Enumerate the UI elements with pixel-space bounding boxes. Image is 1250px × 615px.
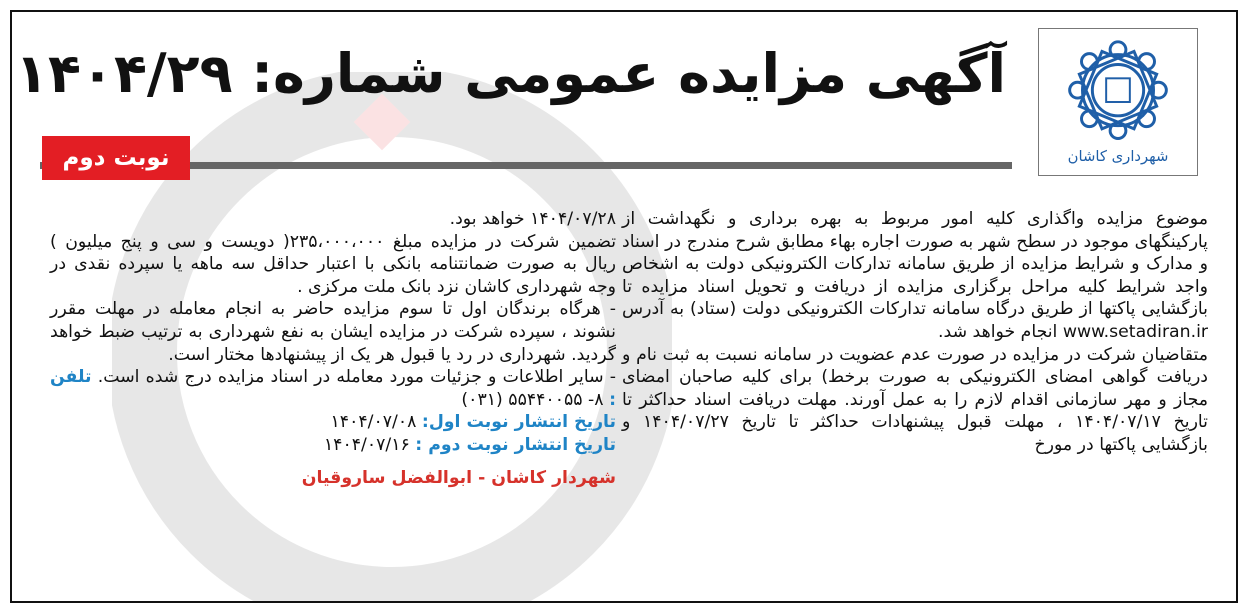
phone-label: تلفن : (50, 367, 616, 410)
right-paragraph-1 (622, 208, 1208, 344)
pub1-label: تاریخ انتشار نوبت اول: (421, 412, 616, 433)
logo-caption: شهرداری کاشان (1067, 148, 1169, 166)
right-column (622, 208, 1208, 457)
pub1-line (50, 411, 616, 434)
pub1-value: ۱۴۰۴/۰۷/۰۸ (330, 412, 417, 433)
signature-line (50, 467, 616, 490)
other-info-text: - سایر اطلاعات و جزئیات مورد معامله در اسناد مزایده درج شده است. (97, 367, 616, 388)
subject-text: موضوع مزایده واگذاری کلیه امور مربوط به بهره برداری و نگهداشت از پارکینگهای موجود در سطح شهر به صورت اجاره بهاء مطابق شرح مندرج در اسناد و مدارک و شرایط مزایده از طریق سامانه تدارکات الکترونیکی دولت به اشخاص واجد شرایط کلیه مراحل برگزاری مزایده از دریافت و تحویل اسناد مزایده تا بازگشایی پاکتها از طریق درگاه سامانه تدارکات الکترونیکی دولت (ستاد) به آدرس (622, 209, 1208, 320)
setad-url: www.setadiran.ir (1062, 321, 1208, 342)
phone-value: ۸- ۵۵۴۴۰۰۵۵ (۰۳۱) (461, 389, 604, 410)
municipality-logo (1038, 28, 1198, 176)
pub2-label: تاریخ انتشار نوبت دوم : (415, 434, 616, 455)
guarantee-text: تضمین شرکت در مزایده مبلغ ۲۳۵،۰۰۰،۰۰۰( دویست و سی و پنج میلیون ) ریال به صورت ضمانتنامه بانکی با اعتبار حداقل سه ماهه یا سپرده نقدی در وجه شهرداری کاشان نزد بانک ملت مرکزی . (50, 231, 617, 297)
kashan-municipality-logo-icon (1039, 29, 1197, 175)
winners-text: - هرگاه برندگان اول تا سوم مزایده حاضر به انجام معامله در مهلت مقرر نشوند ، سپرده شرکت در مزایده ایشان به نفع شهرداری به ترتیب ضبط خواهد گردید. شهرداری در رد یا قبول هر یک از پیشنهادها مختار است. (50, 299, 616, 365)
publication-round-badge: نوبت دوم (42, 136, 190, 180)
signature: شهردار کاشان - ابوالفضل ساروقیان (301, 467, 616, 488)
left-column (50, 208, 616, 489)
right-paragraph-2: متقاضیان شرکت در مزایده در صورت عدم عضویت در سامانه نسبت به ثبت نام و دریافت گواهی امضای الکترونیکی به صورت برخط) برای کلیه صاحبان امضای مجاز و مهر سازمانی اقدام لازم را به عمل آورند. مهلت دریافت اسناد حداکثر تا تاریخ ۱۴۰۴/۰۷/۱۷ ، مهلت قبول پیشنهادات حداکثر تا تاریخ ۱۴۰۴/۰۷/۲۷ و بازگشایی پاکتها در مورخ (622, 344, 1208, 455)
pub2-line (50, 434, 616, 457)
notice-title: آگهی مزایده عمومی شماره: ۱۴۰۴/۲۹ (15, 42, 1006, 105)
phone-line (50, 366, 616, 411)
pub2-value: ۱۴۰۴/۰۷/۱۶ (323, 434, 410, 455)
subject-end-text: انجام خواهد شد. (938, 321, 1058, 342)
notice-frame (10, 10, 1238, 603)
opening-date-text: ۱۴۰۴/۰۷/۲۸ خواهد بود. (449, 209, 616, 229)
